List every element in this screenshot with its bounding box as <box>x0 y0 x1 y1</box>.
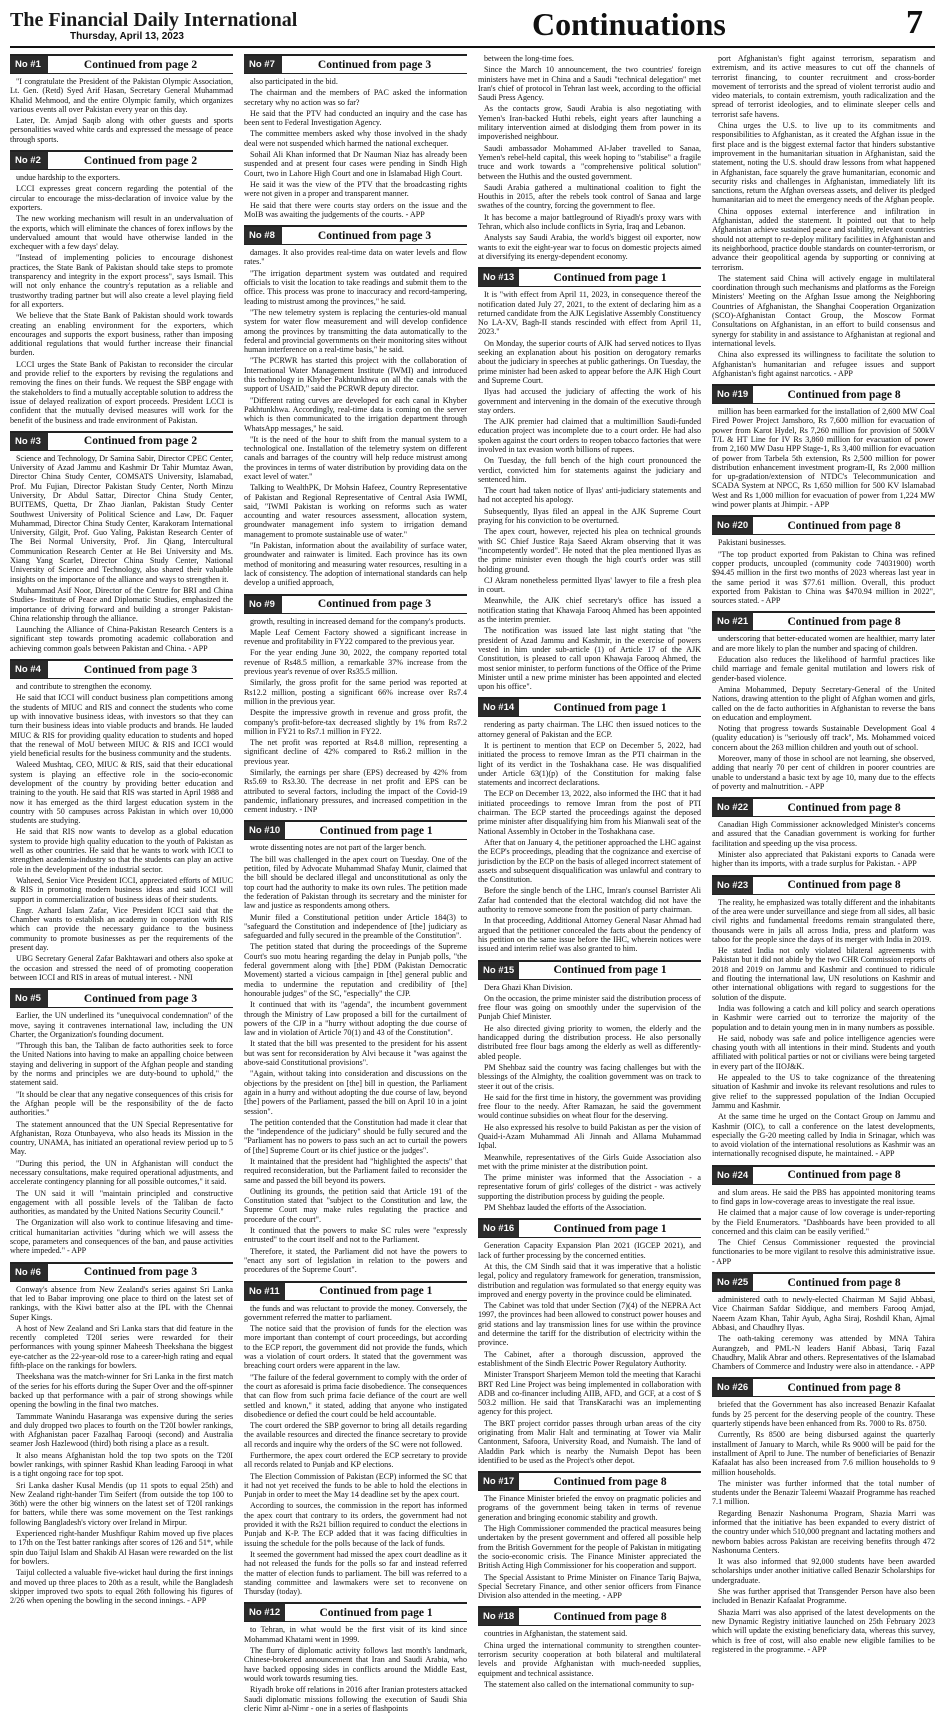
story <box>10 1262 233 1606</box>
story-paragraph: It is "with effect from April 11, 2023, in consequence thereof the notification dated July 27, 2021, to the extent of declaring him as a returned candidate from the AJK Legislative Assembly Constituency No LA-XV, Bagh-II stands rescinded with effect from April 11, 2023." <box>478 290 701 337</box>
story-paragraph: Maple Leaf Cement Factory showed a significant increase in revenue and profitability in FY22 compared to the previous year. <box>244 627 467 647</box>
story-paragraph: The Finance Minister briefed the envoy on pragmatic policies and programs of the government being taken in terms of revenue generation and bringing economic stability and growth. <box>478 1494 701 1522</box>
story-paragraph: China urges the U.S. to live up to its commitments and responsibilities to Afghanistan, as it created the Afghan issue in the first place and is the biggest external factor that hinders substantive improvement in the humanitarian situation in Afghanistan, said the statement, noting the U.S. should draw lessons from what happened in Afghanistan, face squarely the grave humanitarian, economic and security risks and challenges in Afghanistan, immediately lift its sanctions, return the Afghan overseas assets, and deliver its pledged humanitarian aid to meet the emergency needs of the Afghan people. <box>712 121 935 205</box>
column-2 <box>244 54 467 1719</box>
masthead <box>10 0 935 48</box>
story-paragraph: It stated that the bill was presented to the president for his assent but was sent for reconsideration by Alvi because it "was against the above-said Constitutional provisions". <box>244 1039 467 1068</box>
story-title: Continued from page 8 <box>787 1276 901 1289</box>
story-paragraph: He said that ICCI will conduct business plan competitions among the students of MIUC and RIS and connect the students who come up with innovative business ideas, with investors so that they can turn their business ideas into viable products and brands. He lauded MIUC & RIS for providing quality education to students and hoped that the renewal of MoU between MIUC & RIS and ICCI would yield beneficial results for the business community and the students. <box>10 693 233 759</box>
story-title: Continued from page 3 <box>83 663 198 676</box>
story-paragraph: Muhammad Asif Noor, Director of the Centre for BRI and China Studies- Institute of Peace and Diplomatic Studies, emphasized the importance of driving forward and building a stronger Pakistan-China relationship through the alliance. <box>10 585 233 623</box>
story-paragraph: It maintained that the president had "highlighted the aspects" that required reconsideration, but the Parliament failed to reconsider the same and passed the bill beyond its powers. <box>244 1156 467 1185</box>
story-title: Continued from page 1 <box>319 824 433 837</box>
story-title: Continued from page 8 <box>787 879 901 892</box>
story <box>712 1165 935 1266</box>
story-paragraph: "During this period, the UN in Afghanistan will conduct the necessary consultations, make required operational adjustments, and accelerate contingency planning for all possible outcomes," it said. <box>10 1158 233 1187</box>
story-paragraph: On Monday, the superior courts of AJK had served notices to Ilyas seeking an explanation about his position on derogatory remarks about the judiciary in speeches at public gatherings. On Tuesday, the prime minister had been asked to appear before the AJK High Court and Supreme Court. <box>478 338 701 385</box>
story <box>712 875 935 1159</box>
story-paragraph: damages. It also provides real-time data on water levels and flow rates." <box>244 248 467 267</box>
story-number-badge: No #1 <box>10 56 48 73</box>
page-number: 7 <box>906 4 923 41</box>
story <box>478 1218 701 1465</box>
story-paragraph: It also means Afghanistan hold the top two spots on the T20I bowler rankings, with spinner Rashid Khan leading Farooqi in what is a tight ongoing race for top spot. <box>10 1450 233 1479</box>
story-title: Continued from page 8 <box>787 519 901 532</box>
story-paragraph: "It should be clear that any negative consequences of this crisis for the Afghan people will be the responsibility of the de facto authorities." <box>10 1089 233 1118</box>
story-paragraph: Theekshana was the match-winner for Sri Lanka in the first match of the series for his efforts during the Super Over and the off-spinner backed up that performance with a pair of strong showings while opening the bowling in the final two matches. <box>10 1372 233 1410</box>
story <box>478 54 701 261</box>
story-header <box>478 960 701 980</box>
story-header <box>712 384 935 404</box>
story-number-badge: No #22 <box>712 799 753 816</box>
story <box>712 515 935 605</box>
story-number-badge: No #24 <box>712 1167 753 1184</box>
story-paragraph: Conway's absence from New Zealand's series against Sri Lanka that led to Babar improving one place to third on the latest set of rankings, with the Kiwi batter also at the IPL with the Chennai Super Kings. <box>10 1284 233 1322</box>
story <box>478 1471 701 1600</box>
story-title: Continued from page 3 <box>83 1266 198 1279</box>
story-paragraph: The UN said it will "maintain principled and constructive engagement with all possible levels of the Taliban de facto authorities, as mandated by the United Nations Security Council." <box>10 1188 233 1217</box>
story-title: Continued from page 1 <box>553 271 667 284</box>
story-paragraph: "It is the need of the hour to shift from the manual system to a technological one. Installation of the telemetry system on different canals and barrages of the country will help reduce mistrust among the provinces in terms of water distribution by providing data on the exact level of water." <box>244 434 467 481</box>
story-title: Continued from page 2 <box>83 154 198 167</box>
story-header <box>244 225 467 245</box>
story-header <box>712 1165 935 1185</box>
story-number-badge: No #2 <box>10 152 48 169</box>
story-paragraph: The Special Assistant to Prime Minister on Finance Tariq Bajwa, Special Secretary Finance, and other senior officers from Finance Division also attended in the meeting. - APP <box>478 1572 701 1601</box>
story-header <box>10 1262 233 1282</box>
story-header <box>712 875 935 895</box>
story-paragraph: The petition contended that the Constitution had made it clear that the "independence of the judiciary" should be fully secured and the "Parliament has no powers to pass such an act to curtail the powers of [the] Supreme Court or its chief justice or the judges". <box>244 1117 467 1155</box>
story-paragraph: The Chief Census Commissioner requested the provincial functionaries to be more vigilant to resolve this administrative issue. - APP <box>712 1238 935 1266</box>
story-paragraph: Currently, Rs 8500 are being disbursed against the quarterly installment of January to March, while Rs 9000 will be paid for the installment of April to June. The number of beneficiaries of Benazir Kafaalat has also been increased from 7.6 million households to 9 million households. <box>712 1430 935 1477</box>
story-paragraph: It continued that with its "agenda", the incumbent government through the Ministry of Law proposed a bill for the curtailment of powers of the CJP in a "hurry without adopting the due course of law and in violation of Article 70(1) and 43 of the Constitution". <box>244 1000 467 1038</box>
story-number-badge: No #5 <box>10 990 48 1007</box>
story-title: Continued from page 1 <box>319 1606 433 1619</box>
story-paragraph: The notification was issued late last night stating that "the president of Azad Jammu and Kashmir, in the exercise of powers vested in him under sub-article (1) of Article 17 of the AJK Constitution, is pleased to call upon Khawaja Farooq Ahmed, the most senior minister, to perform functions of the Office of the Prime Minister until a new prime minister has been appointed and elected upon his office". <box>478 626 701 692</box>
story-header <box>712 1377 935 1397</box>
story-header <box>712 797 935 817</box>
story-number-badge: No #17 <box>478 1473 519 1490</box>
story-paragraph: Minister Transport Sharjeem Memon told the meeting that Karachi BRT Red Line Project was being implemented in collaboration with ADB and co-financer including AIIB, AFD, and GCF, at a cost of $ 503.2 million. He said that TransKarachi was an implementing agency for this project. <box>478 1370 701 1417</box>
story-paragraph: wrote dissenting notes are not part of the larger bench. <box>250 843 427 853</box>
story-paragraph: Analysts say Saudi Arabia, the world's biggest oil exporter, now wants to exit the eight-year war to focus on domestic projects aimed at diversifying its energy-dependent economy. <box>478 233 701 261</box>
story-number-badge: No #12 <box>244 1604 285 1621</box>
story-header <box>244 1602 467 1622</box>
paper-name: The Financial Daily International <box>10 9 298 31</box>
story-paragraph: The Cabinet was told that under Section (7)(4) of the NEPRA Act 1997, the provinces had been allowed to construct power houses and grid stations and lay transmission lines for use within the province and determine the tariff for the distribution of electricity within the province. <box>478 1301 701 1348</box>
story-title: Continued from page 2 <box>83 435 198 448</box>
story-paragraph: "The new telemetry system is replacing the centuries-old manual system for water flow measurement and will develop confidence among the provinces by transmitting the data automatically to the federal and provincial governments on their monitoring sites without human interference on a real-time basis," he said. <box>244 307 467 355</box>
story <box>478 267 701 691</box>
story-number-badge: No #10 <box>244 822 285 839</box>
story-paragraph: Meanwhile, the AJK chief secretary's office has issued a notification stating that Khawaja Farooq Ahmed has been appointed as the interim premier. <box>478 596 701 625</box>
paper-date: Thursday, April 13, 2023 <box>70 31 184 42</box>
story-paragraph: The prime minister was informed that the Association - a representative forum of girls' colleges of the district - was actively supporting the distribution process by guiding the people. <box>478 1173 701 1201</box>
story-paragraph: She was further apprised that Transgender Person have also been included in Benazir Kafaalat Programme. <box>712 1587 935 1606</box>
story-paragraph: The new working mechanism will result in an undervaluation of the exports, which will eliminate the chances of forex inflows by the undervalued amount that would have otherwise landed in the exchequer with a few days' delay. <box>10 214 233 252</box>
story-paragraph: The statement also called on the international community to sup- <box>484 1679 695 1689</box>
story-paragraph: Therefore, it stated, the Parliament did not have the powers to "enact any sort of legislation in relation to the powers and procedures of the Supreme Court". <box>244 1246 467 1275</box>
story-title: Continued from page 1 <box>553 1222 667 1235</box>
story-paragraph: The Cabinet, after a thorough discussion, approved the establishment of the Sindh Electric Power Regulatory Authority. <box>478 1349 701 1368</box>
story <box>712 611 935 791</box>
story-paragraph: "Instead of implementing policies to encourage dishonest practices, the State Bank of Pakistan should take steps to promote transparency and integrity in the export process", says Ismail. This will not only enhance the country's reputation as a reliable and trustworthy trading partner but will also create a level playing field for all exporters. <box>10 253 233 309</box>
story-number-badge: No #16 <box>478 1220 519 1237</box>
story-header <box>712 611 935 631</box>
story-paragraph: Amina Mohammed, Deputy Secretary-General of the United Nations, drawing attention to the plight of Afghan women and girls, called on the de facto authorities in Afghanistan to reverse the bans on education and employment. <box>712 684 935 722</box>
column-1 <box>10 54 233 1719</box>
story-paragraph: Regarding Benazir Nashonuma Program, Shazia Marri was informed that the initiative has been expanded to every district of the country under which 510,000 pregnant and lactating mothers and newborn babies across Pakistan are receiving benefits through 472 Nashonuma Centers. <box>712 1508 935 1555</box>
story-paragraph: also participated in the bid. <box>250 77 338 86</box>
story-paragraph: CJ Akram nonetheless permitted Ilyas' lawyer to file a fresh plea in court. <box>478 575 701 595</box>
story-paragraph: Canadian High Commissioner acknowledged Minister's concerns and assured that the Canadian government is working for further facilitation and speeding up the visa process. <box>712 820 935 848</box>
story-paragraph: Noting that progress towards Sustainable Development Goal 4 (quality education) is "seriously off track", Ms. Mohammed voiced concern about the 263 million children and youth out of school. <box>712 724 935 752</box>
story-paragraph: Tammmate Wanindu Hasaranga was expensive during the series and duly dropped two places to fourth on the T20I bowler rankings, with Afghanistan pacer Fazalhaq Farooqi (second) and Australia seamer Josh Hazlewood (third) both rising a place as a result. <box>10 1411 233 1449</box>
story-title: Continued from page 1 <box>319 1285 433 1298</box>
story-header <box>478 1606 701 1626</box>
story-number-badge: No #21 <box>712 613 753 630</box>
story-paragraph: The apex court, however, rejected his plea on technical grounds with SC Chief Justice Raja Saeed Akram observing that it was "incompetently worded". He noted that the plea mentioned Ilyas as the prime minister even though the high court's order was still holding ground. <box>478 527 701 574</box>
story-paragraph: Education also reduces the likelihood of harmful practices like child marriage and female genital mutilation and lowers risk of gender-based violence. <box>712 655 935 683</box>
story-header <box>10 988 233 1008</box>
story-paragraph: Meanwhile, representatives of the Girls Guide Association also met with the prime minister at the distribution point. <box>478 1152 701 1171</box>
story-paragraph: Minister also appreciated that Pakistani exports to Canada were higher than its imports, with a trade surplus for Pakistan. - APP <box>712 850 935 869</box>
story-paragraph: growth, resulting in increased demand for the company's products. <box>250 616 466 626</box>
story-paragraph: "The failure of the federal government to comply with the order of the court as aforesaid is prima facie disobedience. The consequences that can flow from such prima facie defiance of the court are well settled and known," it stated, adding that anyone who instigated disobedience or defied the court could be held accountable. <box>244 1372 467 1419</box>
story-paragraph: Pakistani businesses. <box>718 538 786 548</box>
section-title: Continuations <box>532 6 726 42</box>
story-paragraph: PM Shehbaz lauded the efforts of the Association. <box>484 1203 647 1213</box>
story-paragraph: Talking to WealthPK, Dr Mohsin Hafeez, Country Representative of Pakistan and Regional Representative of Central Asia IWMI, said, "IWMI Pakistan is working on reforms such as water accounting and water resources assessment, allocation system, groundwater management info system to irrigation demand management to promote sustainable use of water." <box>244 483 467 539</box>
story-paragraph: As the contacts grow, Saudi Arabia is also negotiating with Yemen's Iran-backed Huthi rebels, eight years after launching a military intervention aimed at dislodging them from power in its impoverished neighbour. <box>478 104 701 142</box>
story-paragraph: between the long-time foes. <box>484 54 574 63</box>
story-number-badge: No #23 <box>712 877 753 894</box>
story-paragraph: Ilyas had accused the judiciary of affecting the work of his government and intervening in the domain of the executive through stay orders. <box>478 387 701 415</box>
story-number-badge: No #20 <box>712 517 753 534</box>
story-paragraph: The flurry of diplomatic activity follows last month's landmark, Chinese-brokered announcement that Iran and Saudi Arabia, who have backed opposing sides in conflicts around the Middle East, would work towards resuming ties. <box>244 1646 467 1683</box>
story-paragraph: He said for the first time in history, the government was providing free flour to the needy. After Ramazan, he said the government would continue subsidies on wheat flour for the deserving. <box>478 1092 701 1121</box>
story-paragraph: The net profit was reported at Rs4.8 million, representing a significant decline of 42% compared to Rs6.2 million in the previous year. <box>244 738 467 766</box>
story-paragraph: Shazia Marri was also apprised of the latest developments on the new Dynamic Registry initiative launched on 25th February 2023 which will update the existing beneficiary data, whereas this survey, which is free of cost, will also enable new eligible families to be registered in the programme. - APP <box>712 1607 935 1654</box>
story-paragraph: The petition stated that during the proceedings of the Supreme Court's suo motu hearing regarding the delay in Punjab polls, "the federal government along with [the] PDM (Pakistan Democratic Movement) started a vicious campaign in [the] general public and media to undermine the reputation and credibility of [the] honourable judges" of the SC, "especially" the CJP. <box>244 942 467 998</box>
story-paragraph: He also expressed his resolve to build Pakistan as per the vision of Quaid-i-Azam Muhammad Ali Jinnah and Allama Muhammad Iqbal. <box>478 1122 701 1151</box>
story-paragraph: The notice said that the provision of funds for the election was more important than contempt of court proceedings, but according to the ECP report, the government did not provide the funds, which was a violation of court orders. It stated that the government was breaching court orders were apparent in the law. <box>244 1324 467 1371</box>
story-number-badge: No #11 <box>244 1283 285 1300</box>
story <box>244 820 467 1274</box>
story-paragraph: Riyadh broke off relations in 2016 after Iranian protesters attacked Saudi diplomatic missions following the execution of Saudi Shia cleric Nimr al-Nimr - one in a series of flashpoints <box>244 1685 467 1713</box>
story-paragraph: He said that RIS now wants to develop as a global education system to provide high quality education to the youth of Pakistan as well as other countries. He said that he wants to work with ICCI to strengthen academia-industry so that the students can play an active role in the development of the industrial sector. <box>10 827 233 874</box>
story-header <box>244 54 467 74</box>
story-paragraph: India was following a catch and kill policy and search operations in Kashmir were carried out to terrorize the majority of the population and to detain young men in in many numbers as possible. <box>712 1003 935 1032</box>
story-paragraph: Dera Ghazi Khan Division. <box>484 982 573 992</box>
columns-container <box>10 54 935 1713</box>
story-paragraph: At the same time he urged on the Contact Group on Jammu and Kashmir (OIC), to call a conference on the latest developments, especially the G-20 meeting called by India in Srinagar, which was to avoid violation of the international resolutions as Kashmir was an internationally recognised dispute, he maintained. - APP <box>712 1112 935 1159</box>
story-title: Continued from page 2 <box>83 58 198 71</box>
story-number-badge: No #15 <box>478 962 519 979</box>
story-paragraph: port Afghanistan's fight against terrorism, separatism and extremism, and its active measures to cut off the channels of terrorist financing, to counter recruitment and cross-border movement of terrorists and the spread of violent terrorist audio and video materials, to contain extremism, youth radicalization and the spread of terrorist ideologies, and to eliminate sleeper cells and terrorist safe havens. <box>712 54 935 119</box>
story-header <box>478 1471 701 1491</box>
story-paragraph: On Tuesday, the full bench of the high court pronounced the verdict, convicted him for statements against the judiciary and sentenced him. <box>478 456 701 484</box>
story-title: Continued from page 8 <box>553 1610 667 1623</box>
story-paragraph: Sohail Ali Khan informed that Dr Nauman Niaz has already been suspended and at present four cases were pending in Sindh High Court, two in Lahore High Court and one in Islamabad High Court. <box>244 150 467 178</box>
story-paragraph: "The top product exported from Pakistan to China was refined copper products, uncoupled (community code 74031900) worth $94.45 million in the first two months of 2023 whereas last year in the same period it was $77.61 million. Overall, this product exported from Pakistan to China was $470.94 million in 2022", sources stated. - APP <box>712 549 935 606</box>
story-paragraph: Generation Capacity Expansion Plan 2021 (IGCEP 2021), and lack of further processing by the concerned entities. <box>478 1241 701 1260</box>
story-paragraph: In that proceeding, Additional Attorney General Nasar Ahmad had argued that the petitioner concealed the facts about the pendency of his petition on the same issue before the IHC, wherein notices were issued and interim relief was also granted to him. <box>478 916 701 954</box>
story-header <box>712 1272 935 1292</box>
story-paragraph: The reality, he emphasized was totally different and the inhabitants of the area were under surveillance and siege from all sides, all basic civil rights and fundamental freedoms remain strangulated there, thousands were in jails all across India, press and platform was taboo for the people since the days of its merger with India in 2019. <box>712 897 935 944</box>
story-paragraph: China urged the international community to strengthen counter-terrorism security cooperation at both bilateral and multilateral levels and provide Afghanistan with much-needed supplies, equipment and technical assistance. <box>478 1640 701 1678</box>
story <box>10 54 233 144</box>
story-header <box>478 1218 701 1238</box>
story-number-badge: No #25 <box>712 1274 753 1291</box>
story <box>478 697 701 953</box>
story-paragraph: "Different rating curves are developed for each canal in Khyber Pakhtunkhwa. Accordingly, real-time data is coming on the server which is then communicated to the irrigation department through WhatsApp messages," he said. <box>244 395 467 433</box>
story-paragraph: The oath-taking ceremony was attended by MNA Tahira Aurangzeb, and PML-N leaders Hanif Abbasi, Tariq Fazal Chaudhry, Malik Abrar and others. Representatives of the Islamabad Chambers of Commerce and Industry were also in attendance. - APP <box>712 1334 935 1372</box>
story-title: Continued from page 8 <box>787 1169 901 1182</box>
story-paragraph: Saudi Arabia gathered a multinational coalition to fight the Houthis in 2015, after the rebels took control of Sanaa and large swathes of the country, forcing the government to flee. <box>478 182 701 211</box>
story-title: Continued from page 3 <box>317 598 432 611</box>
story-paragraph: He said, nobody was safe and police intelligence agencies were chasing youth with all intentions in their mind. Students and youth affiliated with political parties or not or civilians were being targeted in every part of the IIOJ&K. <box>712 1033 935 1071</box>
story-number-badge: No #13 <box>478 269 519 286</box>
story-paragraph: "In Pakistan, information about the availability of surface water, groundwater and rainwater is limited. Each province has its own method of monitoring and measuring water resources, resulting in a lack of consistency. The adoption of international standards can help develop a unified approach, <box>244 541 467 588</box>
story-paragraph: the funds and was reluctant to provide the money. Conversely, the government referred the matter to parliament. <box>244 1303 467 1322</box>
story-number-badge: No #8 <box>244 227 282 244</box>
story-title: Continued from page 8 <box>787 615 901 628</box>
story-header <box>10 431 233 451</box>
story-paragraph: rendering as party chairman. The LHC then issued notices to the attorney general of Pakistan and the ECP. <box>478 720 701 739</box>
story-paragraph: China opposes external interference and infiltration in Afghanistan, added the statement. It pointed out that to help Afghanistan achieve sustained peace and stability, relevant countries should not attempt to re-deploy military facilities in Afghanistan and its neighborhood, practice double standards on counter-terrorism, or advance their geopolitical agenda by supporting or conniving at terrorism. <box>712 206 935 272</box>
story <box>10 150 233 425</box>
story-paragraph: Later, Dr. Amjad Saqib along with other guests and sports personalities waved white cards and expressed the message of peace through sports. <box>10 116 233 144</box>
story-paragraph: Experienced right-hander Mushfiqur Rahim moved up five places to 17th on the Test batter rankings after scores of 126 and 51*, while spin duo Taijul Islam and Shakib Al Hasan were rewarded on the list for bowlers. <box>10 1529 233 1566</box>
story-paragraph: Science and Technology, Dr Samina Sabir, Director CPEC Center, University of Azad Jammu and Kashmir Dr Tahir Mumtaz Awan, Director China Study Center, COMSATS University, Islamabad, Prof. Mu Fujian, Director Pakistan Study Center, North Minzu University, Dr Abdul Sattar, Director China Study Center, BUITEMS, Quetta, Dr Zhao Jianlan, Pakistan Study Center Southwest University of Political Science and Law, Dr. Faquer Muhammad, Director China Study Center, Karakoram International University, Gilgit, Prof. Guo Yaling, Pakistan Research Center of The Bei Normal University, Prof. Jin Qiang, Intercultural Communication Research Center at He Bei University and Ms. Xiang Yang Scarlet, Director China Study Center, National University of Science and Technology, also shared their valuable insights on the importance of the alliance and ways to strengthen it. <box>10 453 233 584</box>
story-number-badge: No #19 <box>712 386 753 403</box>
column-4 <box>712 54 935 1719</box>
story-paragraph: The minister was further informed that the total number of students under the Benazir Taleemi Waazaif Programme has reached 7.1 million. <box>712 1478 935 1507</box>
story <box>10 988 233 1255</box>
story-number-badge: No #26 <box>712 1379 753 1396</box>
story-title: Continued from page 8 <box>787 1381 901 1394</box>
story-paragraph: For the year ending June 30, 2022, the company reported total revenue of Rs48.5 million, a remarkable 37% increase from the previous year's revenue of over Rs35.5 million. <box>244 648 467 677</box>
story-paragraph: "I congratulate the President of the Pakistan Olympic Association, Lt. Gen. (Retd) Syed Arif Hasan, Secretary General Muhammad Khalid Mehmood, and the entire Olympic family, which organizes various events all over Pakistan every year on this day. <box>10 77 233 114</box>
story-number-badge: No #7 <box>244 56 282 73</box>
story <box>244 1281 467 1597</box>
story-paragraph: A host of New Zealand and Sri Lanka stars that did feature in the recently completed T20I series were rewarded for their performances with young spinner Maheesh Theekshana the biggest eye-catcher as the 22-year-old rose to a career-high rating and equal fifth-place on the rankings for bowlers. <box>10 1323 233 1371</box>
story-number-badge: No #6 <box>10 1264 48 1281</box>
story-paragraph: underscoring that better-educated women are healthier, marry later and are more likely to plan the number and spacing of children. <box>712 634 935 653</box>
story-paragraph: It was also informed that 92,000 students have been awarded scholarships under another initiative called Benazir Scholarships for undergraduate. <box>712 1557 935 1585</box>
story-paragraph: The chairman and the members of PAC asked the information secretary why no action was so far? <box>244 88 467 107</box>
story-paragraph: It is pertinent to mention that ECP on December 5, 2022, had initiated the process to remove Imran as the PTI chairman in the light of its verdict in the Toshakhana case. He was disqualified under Article 63(1)(p) of the Constitution for making false statements and incorrect declarations. <box>478 741 701 788</box>
story-title: Continued from page 1 <box>553 701 667 714</box>
story-paragraph: Munir filed a Constitutional petition under Article 184(3) to "safeguard the Constitution and independence of [the] judiciary as safeguarded and fully secured in the preamble of the Constitution". <box>244 912 467 941</box>
story-paragraph: Earlier, the UN underlined its "unequivocal condemnation" of the move, saying it contravenes international law, including the UN Charter, the Organization's founding document. <box>10 1011 233 1039</box>
story-paragraph: UBG Secretary General Zafar Bakhtawari and others also spoke at the occasion and stressed the need of of promoting cooperation between ICCI and RIS in areas of mutual interest. - NNI <box>10 954 233 982</box>
story <box>712 1272 935 1371</box>
story-header <box>244 820 467 840</box>
story-paragraph: Subsequently, Ilyas filed an appeal in the AJK Supreme Court praying for his conviction to be overturned. <box>478 506 701 526</box>
story <box>478 1606 701 1689</box>
story-paragraph: to Tehran, in what would be the first visit of its kind since Mohammad Khatami went in 1999. <box>244 1625 467 1644</box>
story-paragraph: The ECP on December 13, 2022, also informed the IHC that it had initiated proceedings to remove Imran from the post of PTI chairman. The ECP started the proceedings against the deposed prime minister after disqualifying him from his Mianwali seat of the National Assembly in October in the Toshakhana case. <box>478 789 701 836</box>
story-paragraph: LCCI expresses great concern regarding the potential of the circular to encourage the miss-declaration of invoice value by the exporters. <box>10 184 233 212</box>
story <box>712 384 935 509</box>
story-paragraph: At this, the CM Sindh said that it was imperative that a holistic legal, policy and regulatory framework for generation, transmission, distribution and regulation was formulated so that energy equity was improved and energy poverty in the province could be eliminated. <box>478 1261 701 1299</box>
story-header <box>10 659 233 679</box>
story-paragraph: Moreover, many of those in school are not learning, she observed, adding that nearly 70 per cent of children in poorer countries are unable to understand a basic text by age 10, many due to the effects of poverty and malnutrition. - APP <box>712 754 935 791</box>
story-paragraph: The court had taken notice of Ilyas' anti-judiciary statements and had not accepted his apology. <box>478 486 701 505</box>
story <box>10 659 233 982</box>
story-paragraph: Since the March 10 announcement, the two countries' foreign ministers have met in China and a Saudi "technical delegation" met Iran's chief of protocol in Tehran last week, according to the official Saudi Press Agency. <box>478 65 701 103</box>
story-title: Continued from page 8 <box>787 388 901 401</box>
story-header <box>478 267 701 287</box>
story-paragraph: briefed that the Government has also increased Benazir Kafaalat funds by 25 percent for the deserving people of the country. These quarterly stipends have been enhanced from Rs. 7000 to Rs. 8750. <box>712 1400 935 1429</box>
story-paragraph: The BRT project corridor passes through urban areas of the city originating from Malir Halt and terminating at Tower via Malir Cantonment, Safoora, University Road, and Numaish. The land of Aladdin Park which is nearby the Numaish Depot has been identified to be used as the Project's other depot. <box>478 1418 701 1465</box>
story <box>244 54 467 219</box>
story-paragraph: The statement said China will actively engage in multilateral coordination through such mechanisms and platforms as the Foreign Ministers' Meeting on the Afghan Issue among the Neighboring Countries of Afghanistan, the Shanghai Cooperation Organization (SCO)-Afghanistan Contact Group, the Moscow Format Consultations on Afghanistan, in an effort to build consensus and synergy for stability in and assistance to Afghanistan at regional and international levels. <box>712 273 935 348</box>
story-title: Continued from page 3 <box>317 58 432 71</box>
story-paragraph: The statement announced that the UN Special Representative for Afghanistan, Roza Otunbayeva, who also heads its Mission in the country, UNAMA, has initiated an operational review period up to 5 May. <box>10 1119 233 1157</box>
story-paragraph: It has become a major battleground of Riyadh's proxy wars with Tehran, which also include conflicts in Syria, Iraq and Lebanon. <box>478 212 701 232</box>
story-title: Continued from page 8 <box>553 1475 667 1488</box>
story-number-badge: No #9 <box>244 596 282 613</box>
column-3 <box>478 54 701 1719</box>
story-paragraph: Furthermore, the apex court ordered the ECP secretary to provide all records related to Punjab and KP elections. <box>244 1451 467 1470</box>
story-header <box>244 1281 467 1301</box>
story <box>712 797 935 868</box>
story-paragraph: countries in Afghanistan, the statement said. <box>484 1629 628 1639</box>
story-paragraph: million has been earmarked for the installation of 2,600 MW Coal Fired Power Project Jamshoro, Rs 7,600 million for evacuation of power from Karot Hydel, Rs 7,260 million for provision of 500kV T/L & HT Line for IV Rs 3,860 million for evacuation of power from 2,160 MW Dasu HPP Stage-1, Rs 3,400 million for evacuation of power from Tarbela 5th extension, Rs 2,500 million for power distribution enhancement investment program-II, Rs 2,000 million for up-gradation/extension of NTDC's Telecommunication and SCADA System at NPCC, Rs 1,650 million for 500 KV Islamabad West and Rs 1,000 million for evacuation of power from 1,224 MW wind power plants at Jhimpir. - APP <box>712 407 935 510</box>
story-paragraph: We believe that the State Bank of Pakistan should work towards creating an enabling environment for the exporters, which encourages and supports the export business, rather than imposing additional regulations that would further increase their financial burden. <box>10 311 233 358</box>
story-paragraph: "Again, without taking into consideration and discussions on the objections by the president on [the] bill in question, the Parliament again in a hurry and without adopting the due course of law, beyond [the] powers of the Parliament, passed the bill on April 10 in a joint session". <box>244 1069 467 1116</box>
story-title: Continued from page 1 <box>553 964 667 977</box>
story <box>10 431 233 653</box>
story-paragraph: and slum areas. He said the PBS has appointed monitoring teams to find gaps in low-coverage areas to investigate the real issue. <box>712 1187 935 1206</box>
story-title: Continued from page 3 <box>83 992 198 1005</box>
story-paragraph: LCCI urges the State Bank of Pakistan to reconsider the circular and provide relief to the exporters by revising the regulations and removing the fines on their funds. We request the SBP engage with the stakeholders to find a mutually acceptable solution to address the issue of delayed realization of export proceeds. President LCCI is confident that the mutually devised measures will work for the benefit of the business and trade environment of Pakistan. <box>10 359 233 425</box>
story <box>712 54 935 378</box>
story <box>478 960 701 1213</box>
story-paragraph: He also directed giving priority to women, the elderly and the handicapped during the distribution process. He also personally distributed free flour bags among the elderly as well as differently-abled people. <box>478 1023 701 1061</box>
story-paragraph: Outlining its grounds, the petition said that Article 191 of the Constitution stated that "subject to the Constitution and law, the Supreme Court may make rules regulating the practice and procedure of the court". <box>244 1186 467 1224</box>
story-paragraph: He appealed to the US to take cognizance of the threatening situation of Kashmir and invoke its relevant resolutions and rules to give relief to the suppressed population of the Indian Occupied Jammu and Kashmir. <box>712 1073 935 1110</box>
story-paragraph: The Election Commission of Pakistan (ECP) informed the SC that it had not yet received the funds to be able to hold the elections in Punjab in order to meet the May 14 deadline set by the apex court. <box>244 1471 467 1500</box>
story-paragraph: The court ordered the SBP governor to bring all details regarding the available resources and directed the finance secretary to provide all records and inquire why the orders of the SC were not followed. <box>244 1421 467 1449</box>
story-paragraph: Saudi ambassador Mohammed Al-Jaber travelled to Sanaa, Yemen's rebel-held capital, this week hoping to "stabilise" a fragile truce and work towards a "comprehensive political solution" between the Huthis and the ousted government. <box>478 143 701 181</box>
story-paragraph: Taijul collected a valuable five-wicket haul during the first innings and moved up three places to 20th as a result, while the Bangladesh skipper improved two spots to equal 26th following his figures of 2/26 when opening the bowling in the second innings. - APP <box>10 1568 233 1606</box>
story-paragraph: "The PCRWR has started this project with the collaboration of International Water Management Institute (IWMI) and introduced this technology in Khyber Pakhtunkhwa on all the canals with the support of USAID," said the PCRWR deputy director. <box>244 356 467 394</box>
story-paragraph: PM Shehbaz said the country was facing challenges but with the blessings of the Almighty, the coalition government was on track to steer it out of the crisis. <box>478 1062 701 1091</box>
story-paragraph: China also expressed its willingness to facilitate the solution to Afghanistan's humanitarian and refugee issues and support Afghanistan's fight against narcotics. - APP <box>712 350 935 378</box>
story-paragraph: According to sources, the commission in the report has informed the apex court that contrary to its orders, the government had not provided it with the Rs21 billion required to conduct the elections in Punjab and K-P. The ECP added that it was facing difficulties in issuing the schedule for the polls because of the lack of funds. <box>244 1501 467 1548</box>
story-header <box>712 515 935 535</box>
story-paragraph: "Through this ban, the Taliban de facto authorities seek to force the United Nations into having to make an appalling choice between staying and delivering in support of the Afghan people and standing by the norms and principles we are duty-bound to uphold," the statement said. <box>10 1041 233 1088</box>
story-paragraph: He claimed that a major cause of low coverage is under-reporting by the Field Enumerators. "Dashboards have been provided to all concerned and this claim can be easily verified." <box>712 1208 935 1236</box>
story-paragraph: undue hardship to the exporters. <box>16 173 121 183</box>
story-number-badge: No #18 <box>478 1608 519 1625</box>
story-paragraph: He stated India not only violated bilateral agreements with Pakistan but it did not abide by the two CHR Commission reports of 2018 and 2019 on Jammu and Kashmir and continued to ridicule and flouting the international law, UN resolutions on Kashmir and other international obligations with regard to suggestions for the solution of the dispute. <box>712 946 935 1002</box>
story-title: Continued from page 3 <box>317 229 432 242</box>
story-paragraph: The Organization will also work to continue lifesaving and time-critical humanitarian activities "during which we will assess the scope, parameters and consequences of the ban, and pause activities where impeded." - APP <box>10 1218 233 1256</box>
story-paragraph: Waleed Mushtaq, CEO, MIUC & RIS, said that their educational system is playing an effective role in the socio-economic development of the country by providing better education and training to the youth. He said that RIS was started in April 1988 and now it has emerged as the third largest education system in the country with 50 campuses across Pakistan in which over 10,000 students are studying. <box>10 760 233 826</box>
masthead-left <box>10 3 297 46</box>
story-paragraph: The committee members asked why those involved in the shady deal were not suspended which harmed the national exchequer. <box>244 129 467 148</box>
story <box>712 1377 935 1654</box>
story-paragraph: After that on January 4, the petitioner approached the LHC against the ECP's proceedings, pleading that the cognizance and exercise of jurisdiction by the ECP on the basis of alleged incorrect statement of assets and subsequent disqualification was unlawful and contrary to the Constitution. <box>478 837 701 885</box>
story-paragraph: He said that the PTV had conducted an inquiry and the case has been sent to Federal Investigation Agency. <box>244 108 467 128</box>
story <box>244 594 467 815</box>
story-paragraph: and contribute to strengthen the economy. <box>16 682 152 692</box>
story-paragraph: He said it was the view of the PTV that the broadcasting rights were not given in a proper and transparent manner. <box>244 179 467 199</box>
story-paragraph: The AJK premier had claimed that a multimillion Saudi-funded education project was incomplete due to a court order. He had also spoken against the court orders to reopen tobacco factories that were involved in tax evasion worth billions of rupees. <box>478 417 701 454</box>
story-paragraph: Despite the impressive growth in revenue and gross profit, the company's profit-before-tax decreased slightly by 1% from Rs7.2 million in FY21 to Rs7.1 million in FY22. <box>244 708 467 736</box>
story-paragraph: The High Commissioner commended the practical measures being undertaken by the present government and offered all possible help from the British Government for the people of Pakistan in mitigating the socio-economic crisis. The Finance Minister appreciated the British Acting High Commissioner for his cooperation and support. <box>478 1524 701 1571</box>
story-paragraph: Similarly, the earnings per share (EPS) decreased by 42% from Rs5.69 to Rs3.30. The decrease in net profit and EPS can be attributed to several factors, including the impact of the Covid-19 pandemic, inflationary pressures, and increased competition in the cement industry. - INP <box>244 768 467 815</box>
story-paragraph: administered oath to newly-elected Chairman M Sajid Abbasi, Vice Chairman Safdar Siddique, and members Farooq Amjad, Naeem Azam Khan, Tahir Ayub, Agha Siraj, Roshdil Khan, Ajmal Abbasi, and Chaudhry Ilyas. <box>712 1295 935 1332</box>
story-number-badge: No #14 <box>478 699 519 716</box>
story <box>244 1602 467 1713</box>
story-paragraph: The bill was challenged in the apex court on Tuesday. One of the petition, filed by Advocate Muhammad Shafay Munir, claimed that the bill should be declared illegal and unconstitutional as only the top court had the authority to make its own rules. The petition made the federation of Pakistan through its secretary and the minister for law and justice as respondents among others. <box>244 854 467 911</box>
story-paragraph: It seemed the government had missed the apex court deadline as it had not released the funds for the polls so far and instead referred the matter of election funds to parliament. The bill was referred to a standing committee and lawmakers were set to reconvene on Thursday (today). <box>244 1549 467 1597</box>
story-paragraph: Waheed, Senior Vice President ICCI, appreciated efforts of MIUC & RIS in promoting modern business ideas and said ICCI will support in commercialization of business ideas of their students. <box>10 875 233 904</box>
story-number-badge: No #4 <box>10 661 48 678</box>
story-paragraph: "The irrigation department system was outdated and required officials to visit the location to take readings and submit them to the office. This process was prone to inaccuracy and record-tampering, leading to mistrust among the provinces," he said. <box>244 268 467 306</box>
story-paragraph: Engr. Azhard Islam Zafar, Vice President ICCI said that the Chamber wants to establish an academy in cooperation with RIS which can provide the necessary guidance to the business community to promote businesses as per the requirements of the present day. <box>10 905 233 953</box>
story-paragraph: Sri Lanka dasher Kusal Mendis (up 11 spots to equal 25th) and New Zealand right-hander Tim Seifert (from outside the top 100 to 36th) were the other big winners on the latest set of T20I rankings for batters, while there was some movement on the Test rankings following Bangladesh's victory over Ireland in Mirpur. <box>10 1480 233 1527</box>
story-number-badge: No #3 <box>10 433 48 450</box>
story-header <box>10 54 233 74</box>
story-title: Continued from page 8 <box>787 801 901 814</box>
story-header <box>244 594 467 614</box>
story-header <box>478 697 701 717</box>
story-paragraph: Launching the Alliance of China-Pakistan Research Centers is a significant step towards promoting academic collaboration and achieving common goals between Pakistan and China. - APP <box>10 625 233 653</box>
story <box>244 225 467 587</box>
story-paragraph: Similarly, the gross profit for the same period was reported at Rs12.2 million, posting a significant 66% increase over Rs7.4 million in the previous year. <box>244 678 467 706</box>
story-paragraph: On the occasion, the prime minister said the distribution process of free flour was going on smoothly under the supervision of the Punjab Chief Minister. <box>478 993 701 1022</box>
story-paragraph: It continued that the powers to make SC rules were "expressly entrusted" to the court itself and not to the Parliament. <box>244 1226 467 1245</box>
story-paragraph: He said that there were courts stay orders on the issue and the MoIB was awaiting the judgements of the courts. - APP <box>244 200 467 219</box>
story-paragraph: Before the single bench of the LHC, Imran's counsel Barrister Ali Zafar had contended that the electoral watchdog did not have the authority to remove someone from the position of party chairman. <box>478 886 701 915</box>
story-header <box>10 150 233 170</box>
